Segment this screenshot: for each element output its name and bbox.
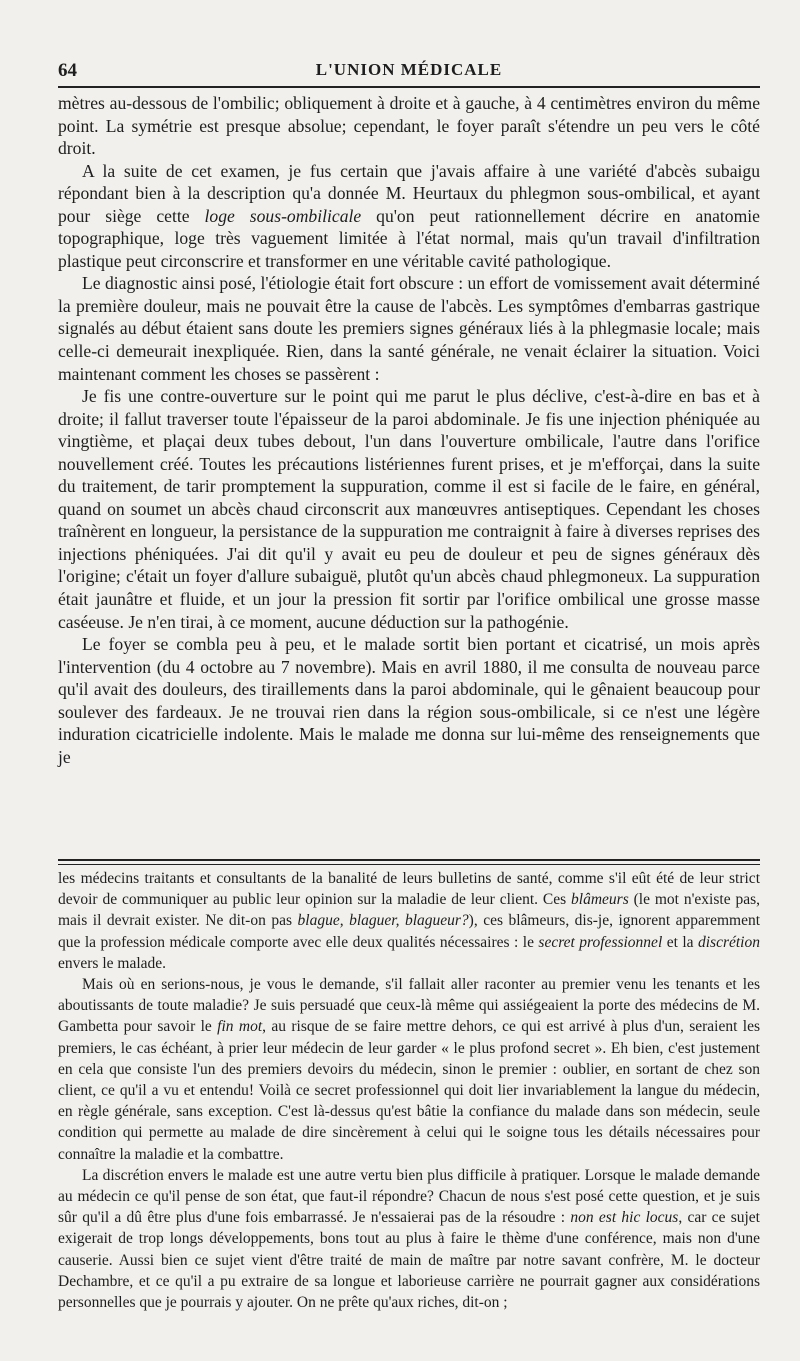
italic-term: fin mot (217, 1018, 263, 1036)
text-run: qu'on peut rationnellement décrire en anatomie topographique, loge très vaguement limitée à l'état normal, mais qu'un travail d'infiltration plastique peut circonscrire et transformer en une véritable cavité pathologique. (58, 205, 760, 271)
italic-term: non est hic locus (570, 1209, 679, 1227)
text-run: les médecins traitants et consultants de la banalité de leurs bulletins de santé, comme s'il eût été de leur strict devoir de communiquer au public leur opinion sur la maladie de leur client. Ces (58, 870, 760, 909)
text-run: La discrétion envers le malade est une autre vertu bien plus difficile à pratiquer. Lorsque le malade demande au médecin ce qu'il pense de son état, que faut-il répondre? Chacun de nous s'est posé cette question, et je suis sûr qu'il a dû être plus d'une fois embarrassé. Je n'essaierai pas de la résoudre : (58, 1166, 760, 1227)
header-rule (58, 86, 760, 88)
paragraph-5: Le foyer se combla peu à peu, et le malade sortit bien portant et cicatrisé, un mois après l'intervention (du 4 octobre au 7 novembre). Mais en avril 1880, il me consulta de nouveau parce qu'il avait des douleurs, des tiraillements dans la paroi abdominale, qui le gênaient beaucoup pour soulever des fardeaux. Je ne trouvai rien dans la région sous-ombilicale, si ce n'est une légère induration cicatricielle indolente. Mais le malade me donna sur lui-même des renseignements que je (58, 634, 760, 767)
italic-term: blâmeurs (571, 891, 629, 909)
paragraph-4: Je fis une contre-ouverture sur le point qui me parut le plus déclive, c'est-à-dire en bas et à droite; il fallut traverser toute l'épaisseur de la paroi abdominale. Je fis une injection phéniquée au vingtième, et plaçai deux tubes debout, l'un dans l'ouverture ombilicale, l'autre dans l'orifice nouvellement créé. Toutes les précautions listériennes furent prises, et je m'efforçai, dans la suite du traitement, de tarir promptement la suppuration, comme il est si facile de le faire, en général, quand on soumet un abcès chaud circonscrit aux manœuvres antiseptiques. Cependant les choses traînèrent en longueur, la persistance de la suppuration me contraignit à faire à diverses reprises des injections phéniquées. J'ai dit qu'il y avait eu peu de douleur et peu de signes généraux dès l'origine; c'était un foyer d'allure subaiguë, plutôt qu'un abcès chaud phlegmoneux. La suppuration était jaunâtre et fluide, et un jour la pression fit sortir par l'orifice ombilical une grosse masse caséeuse. Je n'en tirai, à ce moment, aucune déduction sur la pathogénie. (58, 386, 760, 632)
text-run: (le mot n'existe pas, mais il devrait exister. Ne dit-on pas (58, 891, 760, 930)
separator-rule (58, 859, 760, 861)
italic-term: blague, blaguer, blagueur? (297, 912, 469, 930)
italic-term: secret professionnel (538, 933, 663, 951)
text-run: Mais où en serions-nous, je vous le demande, s'il fallait aller raconter au premier venu les tenants et les aboutissants de toute maladie? Je suis persuadé que ceux-là même qui assiégeaient la porte des médecins de M. Gambetta pour savoir le (58, 976, 760, 1036)
text-run: , au risque de se faire mettre dehors, ce qui est arrivé à plus d'un, seraient les premiers, le cas échéant, à prier leur médecin de leur garder « le plus profond secret ». Eh bien, c'est justement en cela que consiste l'un des premiers devoirs du médecin, sinon le premier : oublier, en sortant de chez son client, ce qu'il a vu et entendu! Voilà ce secret professionnel qui doit lier invariablement la langue du médecin, en règle générale, sans exception. C'est là-dessus qu'est bâtie la confiance du malade dans son médecin, seule condition qui permette au malade de dire sincèrement à celui qui le soigne tous les détails nécessaires pour connaître la maladie et la combattre. (58, 1018, 760, 1163)
note-paragraph-3 (58, 1165, 760, 1313)
italic-term: discrétion (698, 933, 760, 951)
feuilleton-text (58, 868, 760, 1313)
text-run: et la (662, 933, 698, 951)
italic-term: loge sous-ombilicale (204, 205, 362, 226)
note-paragraph-1 (58, 868, 760, 974)
text-run: A la suite de cet examen, je fus certain que j'avais affaire à une variété d'abcès subaigu répondant bien à la description qu'a donnée M. Heurtaux du phlegmon sous-ombilical, et ayant pour siège cette (58, 160, 760, 226)
paragraph-1: mètres au-dessous de l'ombilic; obliquement à droite et à gauche, à 4 centimètres environ du même point. La symétrie est presque absolue; cependant, le foyer paraît s'étendre un peu vers le côté droit. (58, 93, 760, 159)
paragraph-2 (58, 160, 760, 273)
main-text (58, 92, 760, 768)
text-run: ), ces blâmeurs, dis-je, ignorent apparemment que la profession médicale comporte avec elle deux qualités nécessaires : le (58, 912, 760, 951)
text-run: envers le malade. (58, 954, 167, 972)
note-paragraph-2 (58, 974, 760, 1165)
running-header (58, 54, 760, 84)
page-number: 64 (58, 60, 77, 81)
running-title: L'UNION MÉDICALE (315, 60, 503, 79)
text-run: , car ce sujet exigerait de trop longs développements, bons tout au plus à faire le thème d'une conférence, mais non d'une causerie. Aussi bien ce sujet vient d'être traité de main de maître par notre savant confrère, M. le docteur Dechambre, et ce qu'il a pu extraire de sa longue et laborieuse carrière ne pourrait gagner aux considérations personnelles que je pourrais y ajouter. On ne prête qu'aux riches, dit-on ; (58, 1209, 760, 1312)
paragraph-3: Le diagnostic ainsi posé, l'étiologie était fort obscure : un effort de vomissement avait déterminé la première douleur, mais ne pouvait être la cause de l'abcès. Les symptômes d'embarras gastrique signalés au début étaient sans doute les premiers signes généraux liés à la phlegmasie locale; mais celle-ci demeurait inexpliquée. Rien, dans la santé générale, ne venait éclairer la situation. Voici maintenant comment les choses se passèrent : (58, 273, 760, 384)
separator-rule-thin (58, 864, 760, 865)
